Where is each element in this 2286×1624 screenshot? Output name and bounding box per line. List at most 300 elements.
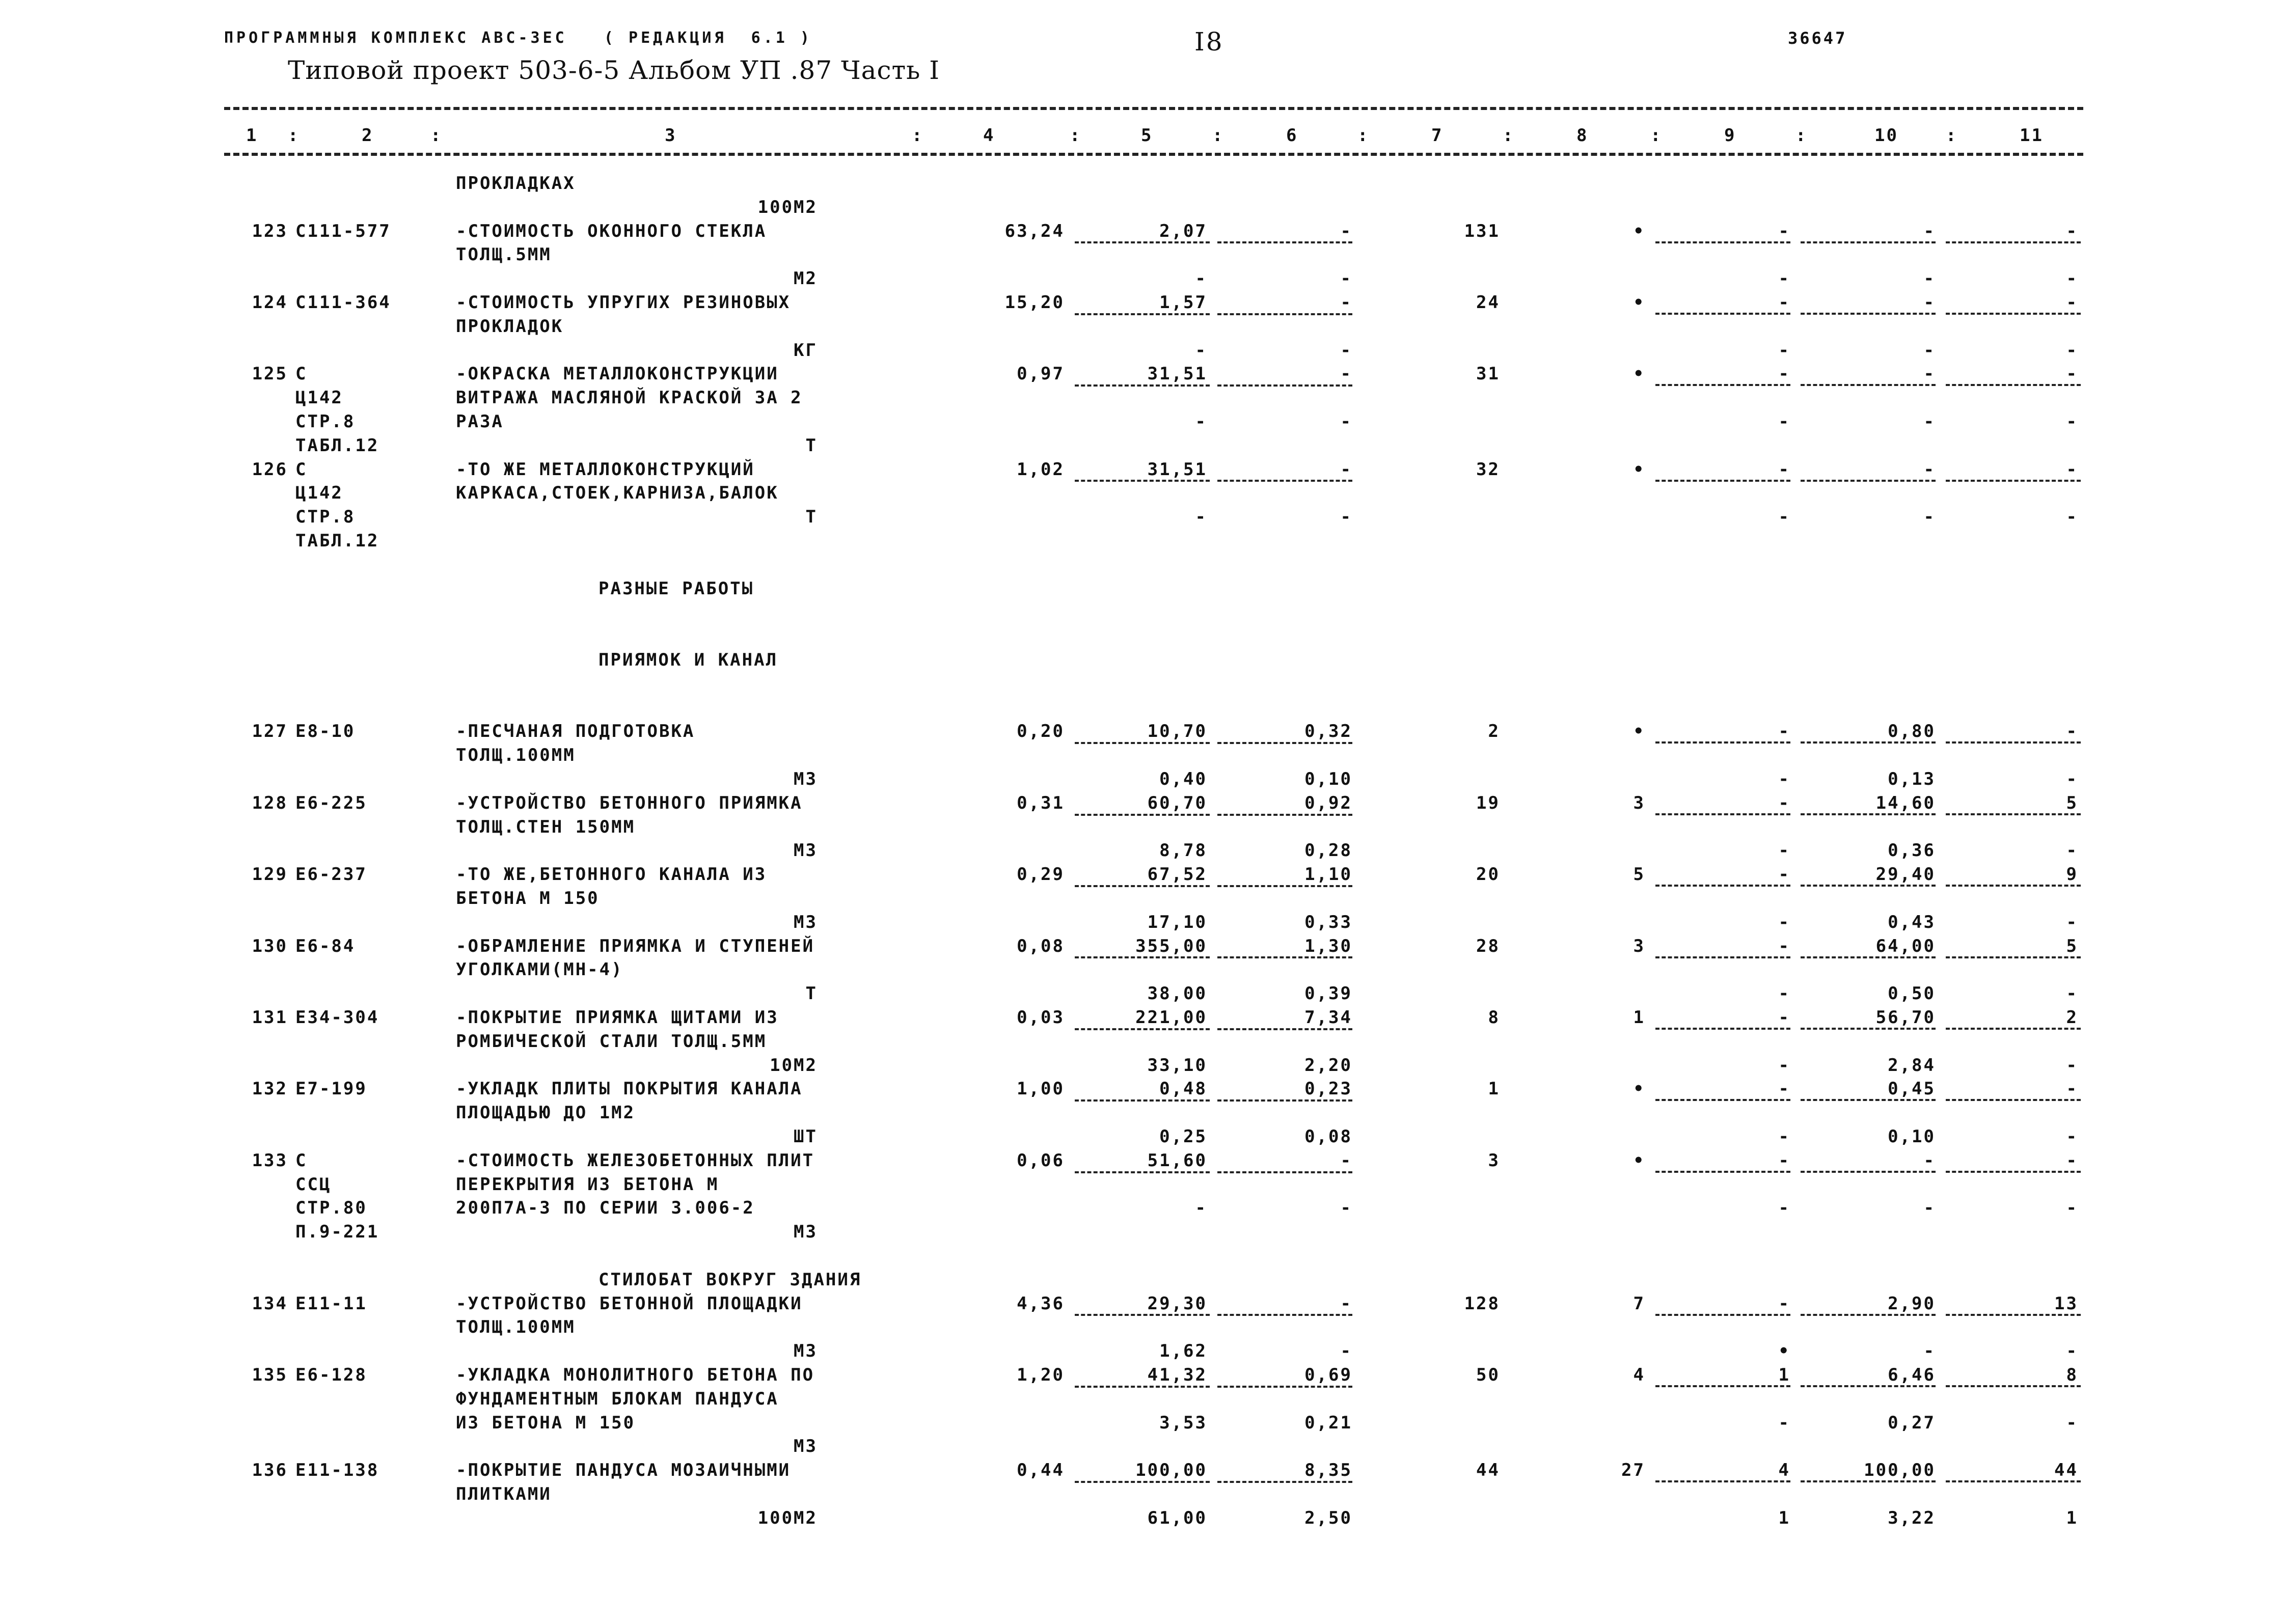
labor-per-unit: - bbox=[1923, 459, 1936, 480]
subtotal-rule bbox=[1655, 1314, 1790, 1316]
item-code: Е6-225 bbox=[295, 793, 367, 813]
subtotal-rule bbox=[1217, 313, 1352, 315]
item-number: 131 bbox=[252, 1007, 288, 1028]
labor-per-unit: - bbox=[1923, 1341, 1936, 1361]
machine-cost: - bbox=[1778, 1055, 1790, 1076]
subtotal-rule bbox=[1217, 742, 1352, 744]
item-description: -ПОКРЫТИЕ ПРИЯМКА ЩИТАМИ ИЗ bbox=[456, 1007, 779, 1028]
quantity: 0,29 bbox=[1017, 864, 1065, 885]
item-description: -УСТРОЙСТВО БЕТОННОГО ПРИЯМКА bbox=[456, 793, 803, 813]
subtotal-rule bbox=[1655, 813, 1790, 815]
wage-cost: - bbox=[1340, 411, 1352, 432]
item-number: 136 bbox=[252, 1460, 288, 1480]
wage-cost: - bbox=[1340, 364, 1352, 384]
machine-cost: - bbox=[1778, 411, 1790, 432]
subtotal-rule bbox=[1217, 1481, 1352, 1483]
labor-total: - bbox=[2066, 1150, 2078, 1171]
unit-of-measure: 100М2 bbox=[757, 197, 818, 217]
item-description: -УКЛАДКА МОНОЛИТНОГО БЕТОНА ПО bbox=[456, 1365, 815, 1385]
quantity: 63,24 bbox=[1004, 221, 1065, 241]
unit-cost: 60,70 bbox=[1147, 793, 1207, 813]
item-code: С bbox=[295, 364, 308, 384]
labor-total: - bbox=[2066, 459, 2078, 480]
subtotal-rule bbox=[1801, 480, 1936, 482]
unit-cost: 0,25 bbox=[1159, 1126, 1207, 1147]
item-description: -УКЛАДК ПЛИТЫ ПОКРЫТИЯ КАНАЛА bbox=[456, 1079, 803, 1099]
subtotal-rule bbox=[1217, 956, 1352, 958]
quantity: 0,08 bbox=[1017, 936, 1065, 956]
item-code: Е11-138 bbox=[295, 1460, 379, 1480]
total-wage: 1 bbox=[1633, 1007, 1645, 1028]
item-code: Е7-199 bbox=[295, 1079, 367, 1099]
item-code: Е6-84 bbox=[295, 936, 356, 956]
unit-of-measure: М3 bbox=[794, 1436, 818, 1456]
labor-per-unit: 0,36 bbox=[1888, 840, 1936, 861]
item-number: 133 bbox=[252, 1150, 288, 1171]
wage-cost: - bbox=[1340, 507, 1352, 527]
item-description: КАРКАСА,СТОЕК,КАРНИЗА,БАЛОК bbox=[456, 483, 779, 503]
column-header-7: 7 bbox=[1431, 125, 1444, 146]
total-cost: 44 bbox=[1476, 1460, 1500, 1480]
labor-per-unit: 6,46 bbox=[1888, 1365, 1936, 1385]
item-number: 123 bbox=[252, 221, 288, 241]
machine-cost: - bbox=[1778, 221, 1790, 241]
labor-total: - bbox=[2066, 912, 2078, 932]
subtotal-rule bbox=[1655, 384, 1790, 386]
subtotal-rule bbox=[1801, 1480, 1936, 1482]
labor-total: - bbox=[2066, 340, 2078, 361]
unit-cost: 100,00 bbox=[1135, 1460, 1207, 1480]
wage-cost: 0,08 bbox=[1304, 1126, 1352, 1147]
labor-total: 2 bbox=[2066, 1007, 2078, 1028]
labor-total: - bbox=[2066, 411, 2078, 432]
wage-cost: 0,33 bbox=[1304, 912, 1352, 932]
total-wage: • bbox=[1633, 1150, 1645, 1171]
total-cost: 20 bbox=[1476, 864, 1500, 885]
unit-cost: 41,32 bbox=[1147, 1365, 1207, 1385]
subtotal-rule bbox=[1801, 956, 1936, 958]
item-code: С111-364 bbox=[295, 292, 391, 313]
subtotal-rule bbox=[1075, 1099, 1210, 1102]
item-number: 126 bbox=[252, 459, 288, 480]
header-top-rule bbox=[224, 107, 2083, 110]
labor-per-unit: 0,80 bbox=[1888, 721, 1936, 741]
machine-cost: - bbox=[1778, 840, 1790, 861]
machine-cost: - bbox=[1778, 1126, 1790, 1147]
item-description: -СТОИМОСТЬ ЖЕЛЕЗОБЕТОННЫХ ПЛИТ bbox=[456, 1150, 815, 1171]
unit-cost: 51,60 bbox=[1147, 1150, 1207, 1171]
item-description: -ТО ЖЕ МЕТАЛЛОКОНСТРУКЦИЙ bbox=[456, 459, 755, 480]
subtotal-rule bbox=[1801, 813, 1936, 815]
labor-per-unit: 0,27 bbox=[1888, 1413, 1936, 1433]
item-description: -ОБРАМЛЕНИЕ ПРИЯМКА И СТУПЕНЕЙ bbox=[456, 936, 815, 956]
unit-cost: 355,00 bbox=[1135, 936, 1207, 956]
total-cost: 24 bbox=[1476, 292, 1500, 313]
item-description: УГОЛКАМИ(МН-4) bbox=[456, 959, 623, 980]
item-description: ПРОКЛАДКАХ bbox=[456, 173, 576, 194]
subtotal-rule bbox=[1655, 1171, 1790, 1173]
column-header-1: 1 bbox=[246, 125, 258, 146]
machine-cost: - bbox=[1778, 1293, 1790, 1314]
subtotal-rule bbox=[1946, 1028, 2081, 1030]
quantity: 0,31 bbox=[1017, 793, 1065, 813]
total-cost: 8 bbox=[1488, 1007, 1500, 1028]
item-description: БЕТОНА М 150 bbox=[456, 888, 600, 909]
unit-of-measure: М3 bbox=[794, 912, 818, 932]
column-header-6: 6 bbox=[1286, 125, 1298, 146]
subtotal-rule bbox=[1075, 313, 1210, 315]
subtotal-rule bbox=[1801, 384, 1936, 386]
item-code: ТАБЛ.12 bbox=[295, 531, 379, 551]
unit-of-measure: ШТ bbox=[794, 1126, 818, 1147]
column-separator: : bbox=[1357, 125, 1370, 146]
labor-per-unit: 0,10 bbox=[1888, 1126, 1936, 1147]
item-description: ИЗ БЕТОНА М 150 bbox=[456, 1413, 636, 1433]
subtotal-rule bbox=[1075, 1481, 1210, 1483]
labor-per-unit: 14,60 bbox=[1875, 793, 1936, 813]
column-separator: : bbox=[912, 125, 924, 146]
total-cost: 131 bbox=[1464, 221, 1500, 241]
total-cost: 2 bbox=[1488, 721, 1500, 741]
total-wage: 27 bbox=[1621, 1460, 1645, 1480]
subtotal-rule bbox=[1655, 1028, 1790, 1030]
total-wage: 3 bbox=[1633, 793, 1645, 813]
labor-total: 5 bbox=[2066, 793, 2078, 813]
subtotal-rule bbox=[1655, 1480, 1790, 1482]
item-number: 132 bbox=[252, 1079, 288, 1099]
unit-cost: 67,52 bbox=[1147, 864, 1207, 885]
wage-cost: 0,92 bbox=[1304, 793, 1352, 813]
labor-total: 9 bbox=[2066, 864, 2078, 885]
labor-total: 44 bbox=[2054, 1460, 2078, 1480]
total-wage: 7 bbox=[1633, 1293, 1645, 1314]
labor-per-unit: 2,84 bbox=[1888, 1055, 1936, 1076]
column-header-4: 4 bbox=[983, 125, 995, 146]
wage-cost: 0,21 bbox=[1304, 1413, 1352, 1433]
item-description: -УСТРОЙСТВО БЕТОННОЙ ПЛОЩАДКИ bbox=[456, 1293, 803, 1314]
labor-total: - bbox=[2066, 221, 2078, 241]
labor-per-unit: - bbox=[1923, 340, 1936, 361]
unit-of-measure: М3 bbox=[794, 840, 818, 861]
item-number: 128 bbox=[252, 793, 288, 813]
labor-total: - bbox=[2066, 769, 2078, 789]
total-wage: 4 bbox=[1633, 1365, 1645, 1385]
total-cost: 19 bbox=[1476, 793, 1500, 813]
unit-cost: 17,10 bbox=[1147, 912, 1207, 932]
subtotal-rule bbox=[1655, 956, 1790, 958]
labor-per-unit: 0,13 bbox=[1888, 769, 1936, 789]
subtotal-rule bbox=[1075, 1386, 1210, 1388]
header-bottom-rule bbox=[224, 153, 2083, 156]
subtotal-rule bbox=[1075, 480, 1210, 482]
column-header-3: 3 bbox=[665, 125, 677, 146]
machine-cost: - bbox=[1778, 340, 1790, 361]
subtotal-rule bbox=[1075, 1028, 1210, 1030]
wage-cost: - bbox=[1340, 292, 1352, 313]
wage-cost: - bbox=[1340, 1293, 1352, 1314]
machine-cost: - bbox=[1778, 912, 1790, 932]
subtotal-rule bbox=[1801, 1028, 1936, 1030]
item-number: 130 bbox=[252, 936, 288, 956]
item-code: Е11-11 bbox=[295, 1293, 367, 1314]
unit-cost: - bbox=[1195, 268, 1207, 289]
total-wage: 5 bbox=[1633, 864, 1645, 885]
wage-cost: 0,39 bbox=[1304, 983, 1352, 1004]
labor-per-unit: - bbox=[1923, 364, 1936, 384]
subtotal-rule bbox=[1655, 241, 1790, 243]
wage-cost: 0,28 bbox=[1304, 840, 1352, 861]
item-code: Е34-304 bbox=[295, 1007, 379, 1028]
unit-of-measure: КГ bbox=[794, 340, 818, 361]
item-description: ТОЛЩ.СТЕН 150ММ bbox=[456, 817, 636, 837]
unit-cost: 221,00 bbox=[1135, 1007, 1207, 1028]
machine-cost: - bbox=[1778, 983, 1790, 1004]
subtotal-rule bbox=[1946, 1480, 2081, 1482]
total-wage: • bbox=[1633, 721, 1645, 741]
quantity: 0,03 bbox=[1017, 1007, 1065, 1028]
subtotal-rule bbox=[1801, 885, 1936, 887]
unit-cost: - bbox=[1195, 411, 1207, 432]
item-description: ФУНДАМЕНТНЫМ БЛОКАМ ПАНДУСА bbox=[456, 1389, 779, 1409]
subtotal-rule bbox=[1217, 1028, 1352, 1030]
subtotal-rule bbox=[1946, 313, 2081, 315]
column-header-10: 10 bbox=[1874, 125, 1898, 146]
subtotal-rule bbox=[1946, 885, 2081, 887]
total-cost: 128 bbox=[1464, 1293, 1500, 1314]
subtotal-rule bbox=[1217, 814, 1352, 816]
labor-total: - bbox=[2066, 364, 2078, 384]
unit-of-measure: М3 bbox=[794, 1222, 818, 1242]
subtotal-rule bbox=[1946, 1171, 2081, 1173]
labor-total: - bbox=[2066, 983, 2078, 1004]
unit-cost: 33,10 bbox=[1147, 1055, 1207, 1076]
unit-cost: 38,00 bbox=[1147, 983, 1207, 1004]
document-subtitle: Типовой проект 503-6-5 Альбом УП .87 Часть I bbox=[288, 56, 940, 85]
page-number: I8 bbox=[1194, 27, 1224, 57]
item-description: РАЗА bbox=[456, 411, 504, 432]
column-header-5: 5 bbox=[1141, 125, 1153, 146]
quantity: 1,20 bbox=[1017, 1365, 1065, 1385]
subtotal-rule bbox=[1801, 1314, 1936, 1316]
labor-per-unit: 64,00 bbox=[1875, 936, 1936, 956]
machine-cost: - bbox=[1778, 1007, 1790, 1028]
item-description: -СТОИМОСТЬ УПРУГИХ РЕЗИНОВЫХ bbox=[456, 292, 791, 313]
unit-cost: - bbox=[1195, 1198, 1207, 1218]
wage-cost: 1,10 bbox=[1304, 864, 1352, 885]
section-heading: ПРИЯМОК И КАНАЛ bbox=[598, 650, 778, 670]
item-code: Ц142 bbox=[295, 483, 343, 503]
unit-of-measure: Т bbox=[805, 983, 818, 1004]
labor-per-unit: - bbox=[1923, 411, 1936, 432]
item-description: ВИТРАЖА МАСЛЯНОЙ КРАСКОЙ ЗА 2 bbox=[456, 388, 803, 408]
unit-cost: 3,53 bbox=[1159, 1413, 1207, 1433]
quantity: 1,02 bbox=[1017, 459, 1065, 480]
machine-cost: - bbox=[1778, 721, 1790, 741]
column-separator: : bbox=[1070, 125, 1082, 146]
machine-cost: - bbox=[1778, 936, 1790, 956]
machine-cost: 1 bbox=[1778, 1508, 1790, 1528]
subtotal-rule bbox=[1655, 741, 1790, 744]
column-header-9: 9 bbox=[1724, 125, 1736, 146]
machine-cost: - bbox=[1778, 1413, 1790, 1433]
subtotal-rule bbox=[1075, 241, 1210, 243]
unit-cost: 1,62 bbox=[1159, 1341, 1207, 1361]
item-code: П.9-221 bbox=[295, 1222, 379, 1242]
machine-cost: - bbox=[1778, 1150, 1790, 1171]
item-description: -СТОИМОСТЬ ОКОННОГО СТЕКЛА bbox=[456, 221, 767, 241]
item-description: ТОЛЩ.100ММ bbox=[456, 1317, 576, 1337]
machine-cost: - bbox=[1778, 1079, 1790, 1099]
item-number: 125 bbox=[252, 364, 288, 384]
quantity: 0,44 bbox=[1017, 1460, 1065, 1480]
item-number: 134 bbox=[252, 1293, 288, 1314]
total-wage: • bbox=[1633, 221, 1645, 241]
unit-cost: - bbox=[1195, 340, 1207, 361]
total-cost: 32 bbox=[1476, 459, 1500, 480]
quantity: 4,36 bbox=[1017, 1293, 1065, 1314]
subtotal-rule bbox=[1075, 742, 1210, 744]
subtotal-rule bbox=[1801, 313, 1936, 315]
subtotal-rule bbox=[1075, 1314, 1210, 1316]
machine-cost: 1 bbox=[1778, 1365, 1790, 1385]
subtotal-rule bbox=[1801, 1385, 1936, 1387]
wage-cost: - bbox=[1340, 268, 1352, 289]
column-separator: : bbox=[1212, 125, 1224, 146]
wage-cost: - bbox=[1340, 221, 1352, 241]
subtotal-rule bbox=[1655, 1099, 1790, 1101]
quantity: 1,00 bbox=[1017, 1079, 1065, 1099]
labor-total: - bbox=[2066, 1126, 2078, 1147]
total-wage: • bbox=[1633, 292, 1645, 313]
labor-per-unit: 0,45 bbox=[1888, 1079, 1936, 1099]
labor-total: - bbox=[2066, 721, 2078, 741]
labor-total: - bbox=[2066, 1055, 2078, 1076]
labor-per-unit: 0,50 bbox=[1888, 983, 1936, 1004]
wage-cost: 0,32 bbox=[1304, 721, 1352, 741]
item-description: -ПЕСЧАНАЯ ПОДГОТОВКА bbox=[456, 721, 695, 741]
wage-cost: 0,69 bbox=[1304, 1365, 1352, 1385]
subtotal-rule bbox=[1217, 1099, 1352, 1102]
unit-cost: 0,48 bbox=[1159, 1079, 1207, 1099]
machine-cost: - bbox=[1778, 769, 1790, 789]
column-header-8: 8 bbox=[1576, 125, 1589, 146]
subtotal-rule bbox=[1075, 1171, 1210, 1173]
wage-cost: 7,34 bbox=[1304, 1007, 1352, 1028]
machine-cost: - bbox=[1778, 268, 1790, 289]
subtotal-rule bbox=[1655, 1385, 1790, 1387]
column-separator: : bbox=[1650, 125, 1663, 146]
subtotal-rule bbox=[1946, 241, 2081, 243]
item-description: РОМБИЧЕСКОЙ СТАЛИ ТОЛЩ.5ММ bbox=[456, 1031, 767, 1052]
item-code: С bbox=[295, 459, 308, 480]
item-description: ПЛОЩАДЬЮ ДО 1М2 bbox=[456, 1103, 636, 1123]
total-cost: 1 bbox=[1488, 1079, 1500, 1099]
item-code: СТР.80 bbox=[295, 1198, 367, 1218]
subtotal-rule bbox=[1655, 480, 1790, 482]
subtotal-rule bbox=[1217, 1314, 1352, 1316]
wage-cost: 1,30 bbox=[1304, 936, 1352, 956]
subtotal-rule bbox=[1217, 384, 1352, 387]
item-code: С bbox=[295, 1150, 308, 1171]
labor-total: - bbox=[2066, 840, 2078, 861]
total-cost: 28 bbox=[1476, 936, 1500, 956]
machine-cost: - bbox=[1778, 292, 1790, 313]
subtotal-rule bbox=[1217, 1171, 1352, 1173]
quantity: 0,06 bbox=[1017, 1150, 1065, 1171]
item-code: Е8-10 bbox=[295, 721, 356, 741]
subtotal-rule bbox=[1946, 384, 2081, 386]
column-separator: : bbox=[1946, 125, 1958, 146]
subtotal-rule bbox=[1946, 480, 2081, 482]
subtotal-rule bbox=[1801, 1099, 1936, 1101]
item-description: ТОЛЩ.5ММ bbox=[456, 244, 552, 265]
labor-per-unit: 0,43 bbox=[1888, 912, 1936, 932]
item-number: 124 bbox=[252, 292, 288, 313]
unit-of-measure: М2 bbox=[794, 268, 818, 289]
subtotal-rule bbox=[1075, 885, 1210, 887]
subtotal-rule bbox=[1075, 384, 1210, 387]
labor-total: - bbox=[2066, 1413, 2078, 1433]
labor-total: 13 bbox=[2054, 1293, 2078, 1314]
unit-of-measure: М3 bbox=[794, 769, 818, 789]
labor-per-unit: 2,90 bbox=[1888, 1293, 1936, 1314]
item-description: ТОЛЩ.100ММ bbox=[456, 745, 576, 765]
column-separator: : bbox=[1503, 125, 1515, 146]
column-separator: : bbox=[430, 125, 443, 146]
subtotal-rule bbox=[1946, 956, 2081, 958]
quantity: 0,97 bbox=[1017, 364, 1065, 384]
document-number: 36647 bbox=[1788, 29, 1847, 48]
item-code: ТАБЛ.12 bbox=[295, 435, 379, 456]
subtotal-rule bbox=[1075, 814, 1210, 816]
wage-cost: 2,20 bbox=[1304, 1055, 1352, 1076]
unit-of-measure: М3 bbox=[794, 1341, 818, 1361]
wage-cost: 2,50 bbox=[1304, 1508, 1352, 1528]
subtotal-rule bbox=[1075, 956, 1210, 958]
wage-cost: 0,23 bbox=[1304, 1079, 1352, 1099]
labor-total: - bbox=[2066, 1079, 2078, 1099]
subtotal-rule bbox=[1217, 1386, 1352, 1388]
machine-cost: • bbox=[1778, 1341, 1790, 1361]
item-code: СТР.8 bbox=[295, 507, 356, 527]
subtotal-rule bbox=[1801, 741, 1936, 744]
unit-of-measure: 100М2 bbox=[757, 1508, 818, 1528]
subtotal-rule bbox=[1801, 1171, 1936, 1173]
subtotal-rule bbox=[1946, 1099, 2081, 1101]
labor-per-unit: - bbox=[1923, 292, 1936, 313]
item-description: ПЛИТКАМИ bbox=[456, 1484, 552, 1504]
item-description: ПРОКЛАДОК bbox=[456, 316, 564, 337]
wage-cost: - bbox=[1340, 1341, 1352, 1361]
unit-cost: 8,78 bbox=[1159, 840, 1207, 861]
item-number: 127 bbox=[252, 721, 288, 741]
wage-cost: - bbox=[1340, 459, 1352, 480]
machine-cost: - bbox=[1778, 507, 1790, 527]
column-separator: : bbox=[288, 125, 300, 146]
column-header-11: 11 bbox=[2020, 125, 2044, 146]
total-cost: 50 bbox=[1476, 1365, 1500, 1385]
labor-per-unit: - bbox=[1923, 221, 1936, 241]
machine-cost: 4 bbox=[1778, 1460, 1790, 1480]
labor-per-unit: 3,22 bbox=[1888, 1508, 1936, 1528]
quantity: 15,20 bbox=[1004, 292, 1065, 313]
labor-total: 5 bbox=[2066, 936, 2078, 956]
subtotal-rule bbox=[1217, 241, 1352, 243]
subtotal-rule bbox=[1801, 241, 1936, 243]
subtotal-rule bbox=[1217, 480, 1352, 482]
item-code: Ц142 bbox=[295, 388, 343, 408]
unit-cost: 2,07 bbox=[1159, 221, 1207, 241]
